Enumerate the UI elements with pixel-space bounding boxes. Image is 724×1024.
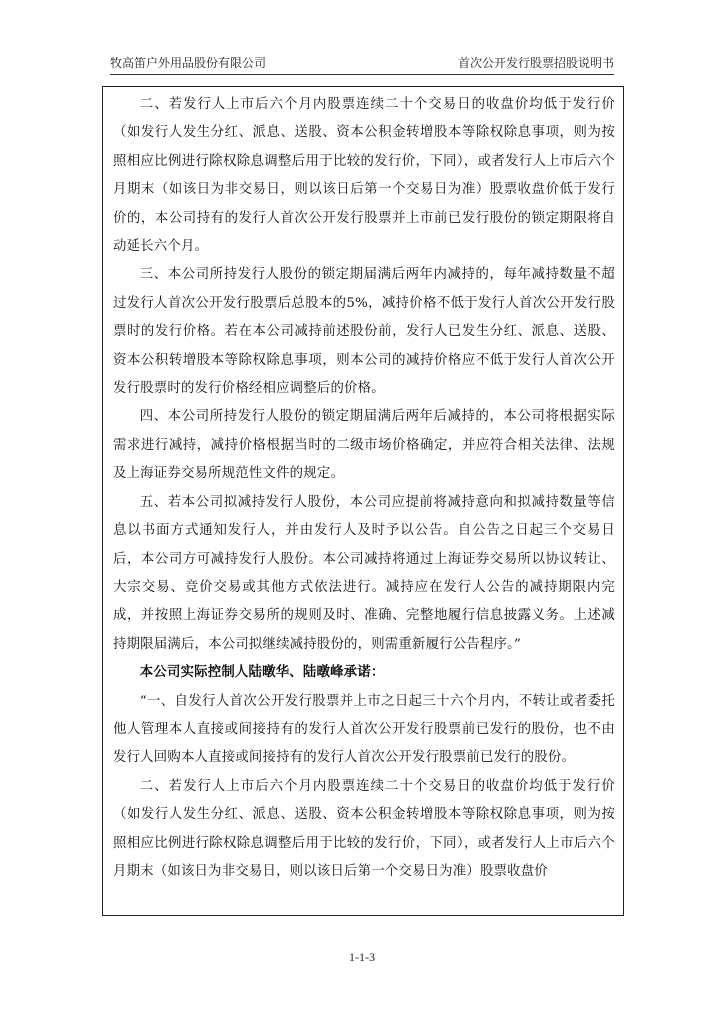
page-number: 1-1-3 <box>349 950 375 964</box>
section-heading-controller-commitment: 本公司实际控制人陆暾华、陆暾峰承诺： <box>139 665 385 681</box>
paragraph-reduction-within-two-years: 三、本公司所持发行人股份的锁定期届满后两年内减持的，每年减持数量不超过发行人首次公开发行股票后总股本的5%，减持价格不低于发行人首次公开发行股票时的发行价格。若在本公司减持前述股份前，发行人已发生分红、派息、送股、资本公积转增股本等除权除息事项，则本公司的减持价格应不低于发行人首次公开发行股票时的发行价格经相应调整后的价格。 <box>113 267 615 397</box>
paragraph-controller-price-condition: 二、若发行人上市后六个月内股票连续二十个交易日的收盘价均低于发行价（如发行人发生分红、派息、送股、资本公积金转增股本等除权除息事项，则为按照相应比例进行除权除息调整后用于比较的发行价，下同），或者发行人上市后六个月期末（如该日为非交易日，则以该日后第一个交易日为准）股票收盘价 <box>113 778 615 879</box>
page-header <box>110 52 614 75</box>
content-box <box>102 86 624 916</box>
document-title: 首次公开发行股票招股说明书 <box>457 56 614 70</box>
paragraph-reduction-after-two-years: 四、本公司所持发行人股份的锁定期届满后两年后减持的，本公司将根据实际需求进行减持，减持价格根据当时的二级市场价格确定，并应符合相关法律、法规及上海证券交易所规范性文件的规定。 <box>113 409 615 482</box>
paragraph-lockup-extension: 二、若发行人上市后六个月内股票连续二十个交易日的收盘价均低于发行价（如发行人发生分红、派息、送股、资本公积金转增股本等除权除息事项，则为按照相应比例进行除权除息调整后用于比较的发行价，下同），或者发行人上市后六个月期末（如该日为非交易日，则以该日后第一个交易日为准）股票收盘价低于发行价的，本公司持有的发行人首次公开发行股票并上市前已发行股份的锁定期限将自动延长六个月。 <box>113 97 615 255</box>
paragraph-reduction-notice: 五、若本公司拟减持发行人股份，本公司应提前将减持意向和拟减持数量等信息以书面方式通知发行人，并由发行人及时予以公告。自公告之日起三个交易日后，本公司方可减持发行人股份。本公司减持将通过上海证券交易所以协议转让、大宗交易、竞价交易或其他方式依法进行。减持应在发行人公告的减持期限内完成，并按照上海证券交易所的规则及时、准确、完整地履行信息披露义务。上述减持期限届满后，本公司拟继续减持股份的，则需重新履行公告程序。” <box>113 494 615 652</box>
company-name: 牧高笛户外用品股份有限公司 <box>110 56 267 70</box>
paragraph-controller-lockup: “一、自发行人首次公开发行股票并上市之日起三十六个月内，不转让或者委托他人管理本人直接或间接持有的发行人首次公开发行股票前已发行的股份，也不由发行人回购本人直接或间接持有的发行人首次公开发行股票前已发行的股份。 <box>113 693 615 766</box>
